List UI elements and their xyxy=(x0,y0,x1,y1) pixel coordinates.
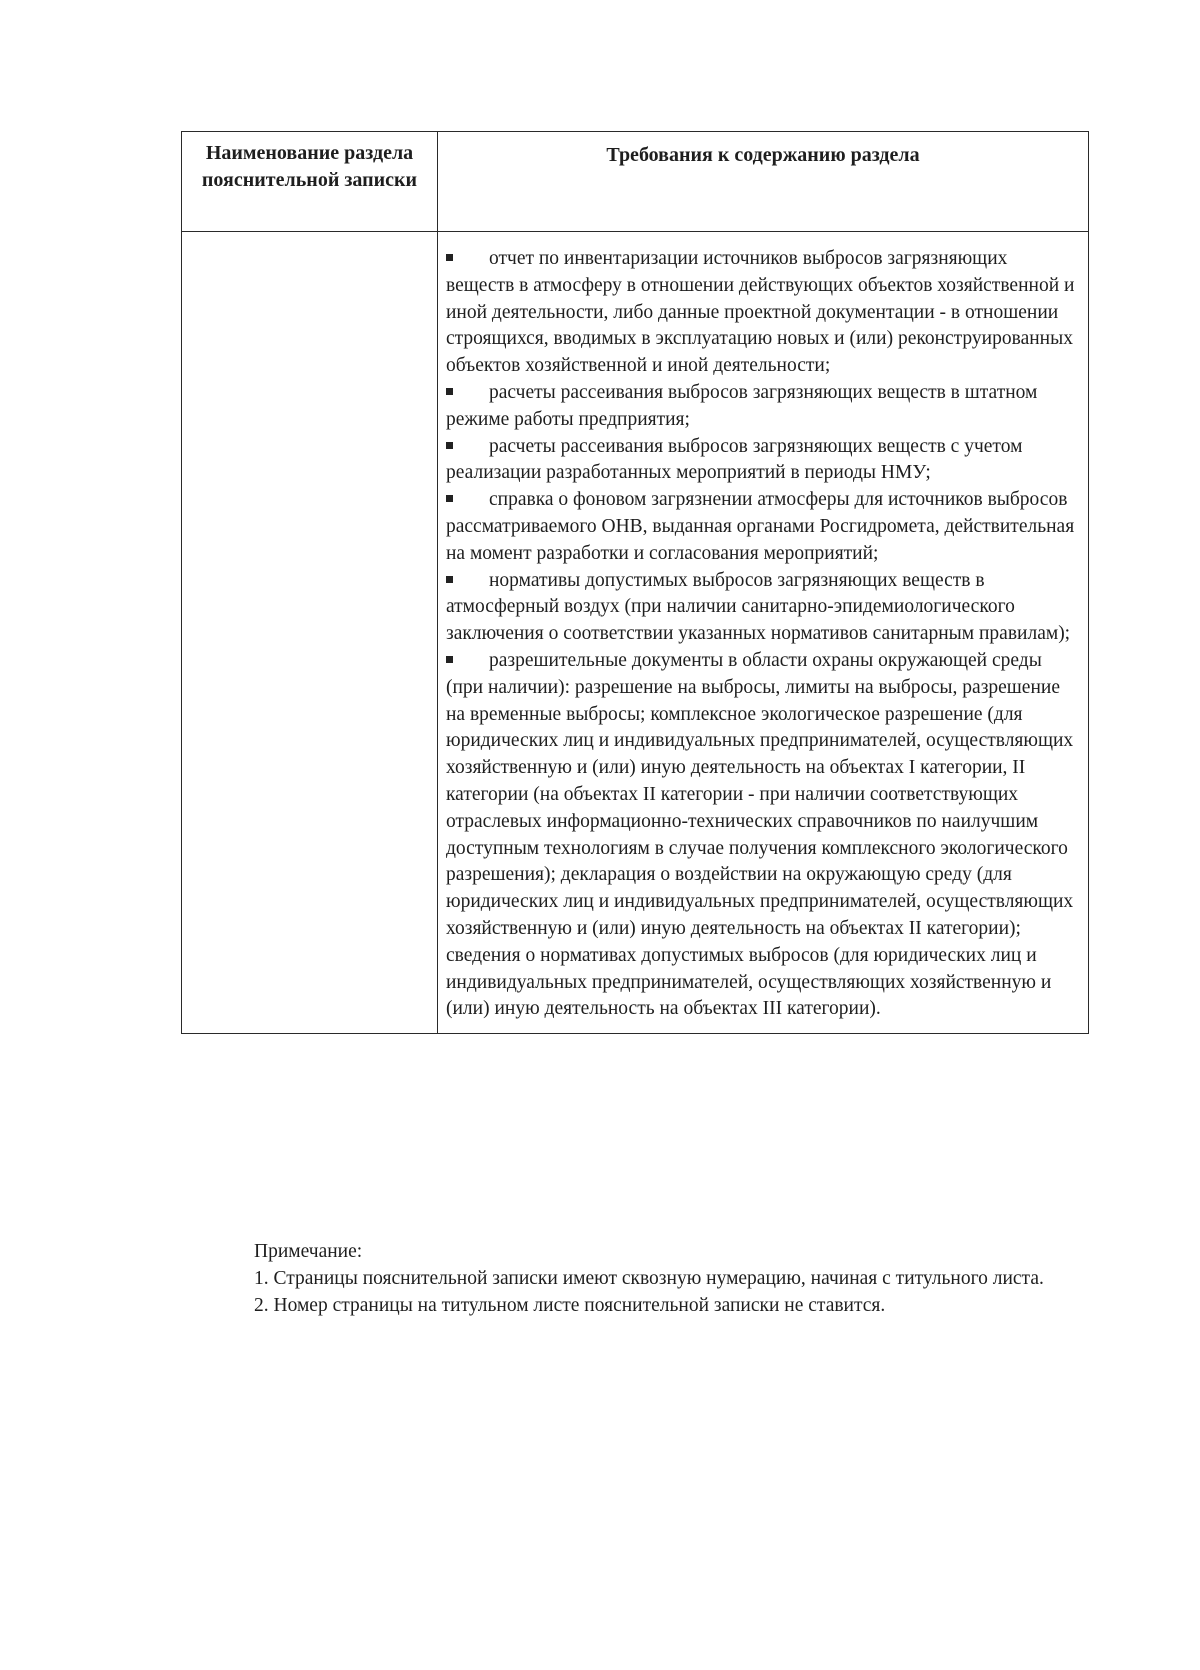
note-title: Примечание: xyxy=(254,1241,363,1262)
list-item-text: справка о фоновом загрязнении атмосферы для источников выбросов рассматриваемого ОНВ, выданная органами Росгидромета, действительная на момент разработки и согласования мероприятий; xyxy=(446,489,1075,564)
note-line-2: 2. Номер страницы на титульном листе пояснительной записки не ставится. xyxy=(254,1295,886,1316)
list-item-text: нормативы допустимых выбросов загрязняющих веществ в атмосферный воздух (при наличии санитарно-эпидемиологического заключения о соответствии указанных нормативов санитарным правилам); xyxy=(446,569,1071,645)
section-name-cell xyxy=(182,232,438,1034)
square-bullet-icon xyxy=(446,656,453,663)
table-header-row xyxy=(182,132,1089,232)
square-bullet-icon xyxy=(446,576,453,583)
list-item xyxy=(446,568,1080,648)
list-item-text: отчет по инвентаризации источников выбросов загрязняющих веществ в атмосферу в отношении действующих объектов хозяйственной и иной деятельности, либо данные проектной документации - в отношении строящихся, вводимых в эксплуатацию новых и (или) реконструированных объектов хозяйственной и иной деятельности; xyxy=(446,248,1075,377)
requirements-table xyxy=(181,131,1089,1034)
list-item-text: расчеты рассеивания выбросов загрязняющих веществ с учетом реализации разработанных мероприятий в периоды НМУ; xyxy=(446,435,1023,484)
header-requirements: Требования к содержанию раздела xyxy=(438,132,1089,232)
square-bullet-icon xyxy=(446,495,453,502)
table-row xyxy=(182,232,1089,1034)
list-item xyxy=(446,246,1080,380)
square-bullet-icon xyxy=(446,442,453,449)
list-item xyxy=(446,487,1080,567)
list-item xyxy=(446,434,1080,488)
list-item xyxy=(446,648,1080,1023)
header-section-name: Наименование раздела пояснительной записки xyxy=(182,132,438,232)
list-item-text: расчеты рассеивания выбросов загрязняющих веществ в штатном режиме работы предприятия; xyxy=(446,381,1038,430)
list-item xyxy=(446,380,1080,434)
list-item-text: разрешительные документы в области охраны окружающей среды (при наличии): разрешение на выбросы, лимиты на выбросы, разрешение на временные выбросы; комплексное экологическое разрешение (для юридических лиц и индивидуальных предпринимателей, осуществляющих хозяйственную и (или) иную деятельность на объектах I категории, II категории (на объектах II категории - при наличии соответствующих отраслевых информационно-технических справочников по наилучшим доступным технологиям в случае получения комплексного экологического разрешения); декларация о воздействии на окружающую среду (для юридических лиц и индивидуальных предпринимателей, осуществляющих хозяйственную и (или) иную деятельность на объектах II категории); сведения о нормативах допустимых выбросов (для юридических лиц и индивидуальных предпринимателей, осуществляющих хозяйственную и (или) иную деятельность на объектах III категории). xyxy=(446,649,1074,1020)
square-bullet-icon xyxy=(446,254,453,261)
note-line-1: 1. Страницы пояснительной записки имеют сквозную нумерацию, начиная с титульного листа. xyxy=(254,1268,1044,1289)
requirements-cell xyxy=(438,232,1089,1034)
square-bullet-icon xyxy=(446,388,453,395)
note-block xyxy=(181,1238,1089,1319)
